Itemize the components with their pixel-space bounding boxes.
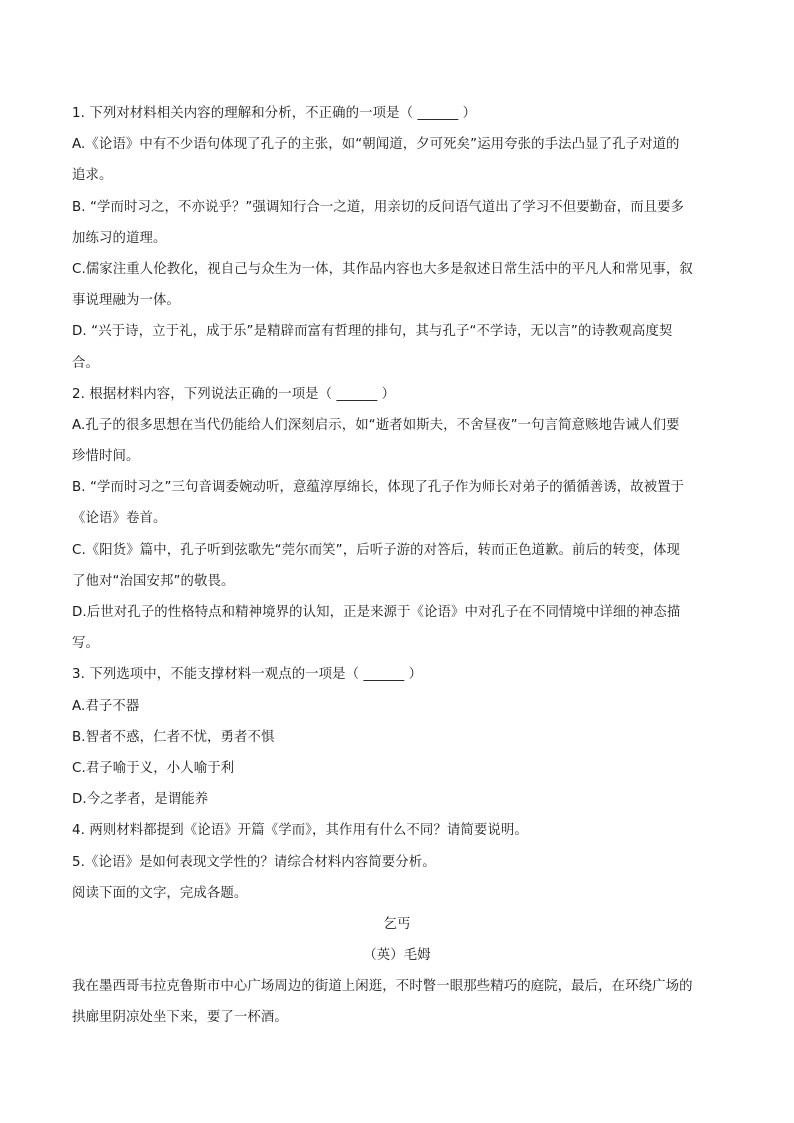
q1-option-b: B. “学而时习之，不亦说乎？”强调知行合一之道，用亲切的反问语气道出了学习不但要勤奋，而且要多 <box>72 199 685 215</box>
story-title: 乞丐 <box>383 916 411 932</box>
document-body <box>72 98 722 1034</box>
q2-option-c: C.《阳货》篇中，孔子听到弦歌先“莞尔而笑”，后听子游的对答后，转而正色道歉。前后的转变，体现 <box>72 542 680 558</box>
q2-option-a: A.孔子的很多思想在当代仍能给人们深刻启示，如“逝者如斯夫，不舍昼夜”一句言简意赅地告诫人们要 <box>72 417 680 433</box>
q1-option-d: D. “兴于诗，立于礼，成于乐”是精辟而富有哲理的排句，其与孔子“不学诗，无以言”的诗教观高度契 <box>72 324 673 340</box>
q3-option-d: D.今之孝者，是谓能养 <box>72 792 209 808</box>
q1-option-d-cont: 合。 <box>72 355 99 371</box>
q1-stem: 1. 下列对材料相关内容的理解和分析，不正确的一项是（ ______ ） <box>72 106 477 121</box>
q1-option-a-cont: 追求。 <box>72 168 113 184</box>
story-paragraph-1-cont: 拱廊里阴凉处坐下来，要了一杯酒。 <box>72 1010 288 1026</box>
q2-stem: 2. 根据材料内容，下列说法正确的一项是（ ______ ） <box>72 386 396 402</box>
q1-option-c-cont: 事说理融为一体。 <box>72 293 180 309</box>
q1-option-c: C.儒家注重人伦教化，视自己与众生为一体，其作品内容也大多是叙述日常生活中的平凡人和常见事，叙 <box>72 261 693 277</box>
q2-option-b: B. “学而时习之”三句音调委婉动听，意蕴淳厚绵长，体现了孔子作为师长对弟子的循循善诱，故被置于 <box>72 480 685 496</box>
q2-option-a-cont: 珍惜时间。 <box>72 449 140 465</box>
q1-option-a: A.《论语》中有不少语句体现了孔子的主张，如“朝闻道，夕可死矣”运用夸张的手法凸显了孔子对道的 <box>72 137 680 153</box>
q2-option-b-cont: 《论语》卷首。 <box>72 511 167 527</box>
q2-option-d-cont: 写。 <box>72 636 99 652</box>
story-author: （英）毛姆 <box>363 948 431 964</box>
q3-stem: 3. 下列选项中，不能支撑材料一观点的一项是（ ______ ） <box>72 667 423 683</box>
story-paragraph-1: 我在墨西哥韦拉克鲁斯市中心广场周边的街道上闲逛，不时瞥一眼那些精巧的庭院，最后，在环绕广场的 <box>72 979 693 995</box>
q2-option-d: D.后世对孔子的性格特点和精神境界的认知，正是来源于《论语》中对孔子在不同情境中详细的神态描 <box>72 605 681 620</box>
q3-option-c: C.君子喻于义，小人喻于利 <box>72 760 235 776</box>
q1-option-b-cont: 加练习的道理。 <box>72 230 167 246</box>
reading-instruction: 阅读下面的文字，完成各题。 <box>72 885 248 901</box>
q3-option-a: A.君子不器 <box>72 698 140 714</box>
q5-stem: 5.《论语》是如何表现文学性的？请综合材料内容简要分析。 <box>72 854 436 870</box>
q4-stem: 4. 两则材料都提到《论语》开篇《学而》，其作用有什么不同？请简要说明。 <box>72 823 528 839</box>
q2-option-c-cont: 了他对“治国安邦”的敬畏。 <box>72 573 235 589</box>
q3-option-b: B.智者不惑，仁者不忧，勇者不惧 <box>72 729 275 745</box>
